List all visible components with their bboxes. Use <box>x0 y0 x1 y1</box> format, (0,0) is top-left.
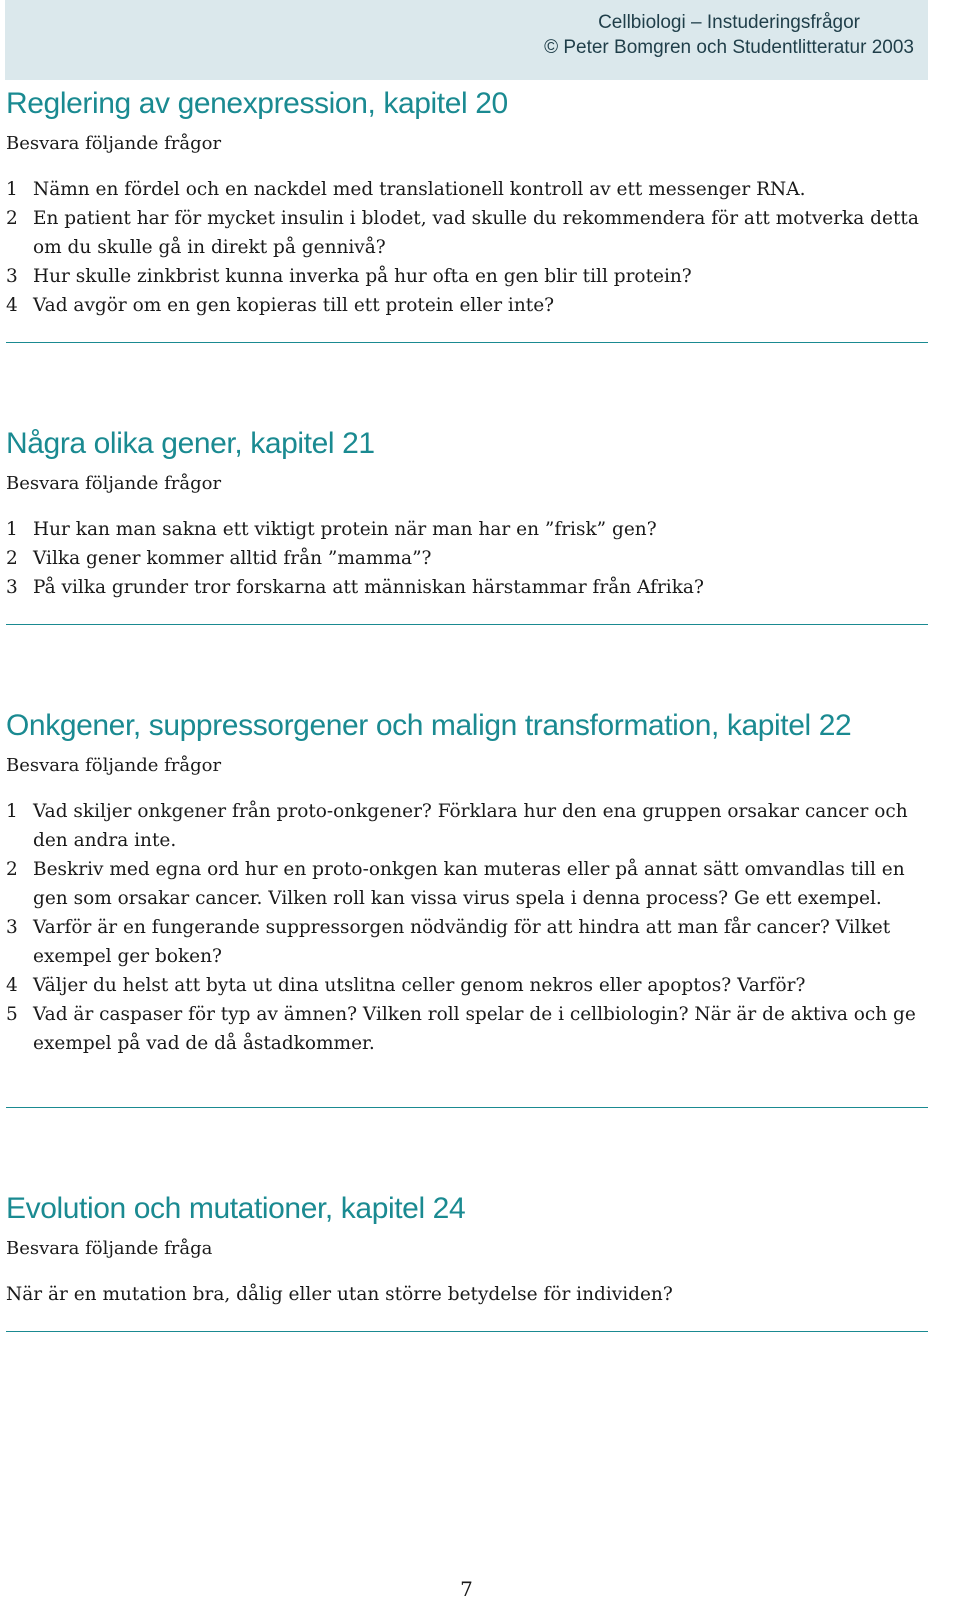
section-chapter-20 <box>6 87 928 320</box>
question-list <box>6 175 928 320</box>
question-item <box>6 175 928 204</box>
question-item <box>6 971 928 1000</box>
header-title: Cellbiologi – Instuderingsfrågor <box>598 12 860 33</box>
question-number: 1 <box>6 179 18 200</box>
section-title: Onkgener, suppressorgener och malign transformation, kapitel 22 <box>6 709 852 742</box>
question-item <box>6 1000 928 1058</box>
section-instruction: Besvara följande frågor <box>6 133 222 154</box>
question-number: 5 <box>6 1004 18 1025</box>
question-item <box>6 855 928 913</box>
question-item <box>6 797 928 855</box>
section-divider <box>6 1107 928 1108</box>
section-title: Evolution och mutationer, kapitel 24 <box>6 1192 466 1225</box>
header-band <box>5 0 928 80</box>
question-text: Nämn en fördel och en nackdel med translationell kontroll av ett messenger RNA. <box>33 179 806 200</box>
question-number: 2 <box>6 859 18 880</box>
question-number: 2 <box>6 208 18 229</box>
question-number: 3 <box>6 266 18 287</box>
question-text: Vad skiljer onkgener från proto-onkgener? Förklara hur den ena gruppen orsakar cancer och den andra inte. <box>33 801 908 851</box>
question-item <box>6 544 928 573</box>
section-divider <box>6 1331 928 1332</box>
section-title: Reglering av genexpression, kapitel 20 <box>6 87 508 120</box>
section-instruction: Besvara följande fråga <box>6 1238 213 1259</box>
page-number: 7 <box>460 1577 473 1601</box>
question-number: 4 <box>6 295 18 316</box>
question-text: Beskriv med egna ord hur en proto-onkgen kan muteras eller på annat sätt omvandlas till en gen som orsakar cancer. Vilken roll kan vissa virus spela i denna process? Ge ett exempel. <box>33 859 905 909</box>
section-title: Några olika gener, kapitel 21 <box>6 427 375 460</box>
question-item <box>6 913 928 971</box>
running-header <box>544 10 914 60</box>
section-chapter-21 <box>6 427 928 602</box>
question-item <box>6 515 928 544</box>
question-number: 1 <box>6 519 18 540</box>
section-chapter-22 <box>6 709 928 1058</box>
header-copyright: © Peter Bomgren och Studentlitteratur 2003 <box>544 37 914 58</box>
question-list <box>6 515 928 602</box>
question-text: Hur kan man sakna ett viktigt protein när man har en ”frisk” gen? <box>33 519 657 540</box>
section-chapter-24 <box>6 1192 928 1309</box>
question-text: Varför är en fungerande suppressorgen nödvändig för att hindra att man får cancer? Vilket exempel ger boken? <box>33 917 891 967</box>
question-item <box>6 291 928 320</box>
question-item <box>6 204 928 262</box>
section-divider <box>6 624 928 625</box>
question-number: 3 <box>6 917 18 938</box>
question-list <box>6 797 928 1058</box>
question-text: När är en mutation bra, dålig eller utan större betydelse för individen? <box>6 1284 673 1305</box>
question-text: En patient har för mycket insulin i blodet, vad skulle du rekommendera för att motverka detta om du skulle gå in direkt på gennivå? <box>33 208 919 258</box>
question-text: På vilka grunder tror forskarna att människan härstammar från Afrika? <box>33 577 704 598</box>
question-number: 3 <box>6 577 18 598</box>
section-instruction: Besvara följande frågor <box>6 755 222 776</box>
question-number: 4 <box>6 975 18 996</box>
question-text: Vad är caspaser för typ av ämnen? Vilken roll spelar de i cellbiologin? När är de aktiva och ge exempel på vad de då åstadkommer. <box>33 1004 916 1054</box>
section-divider <box>6 342 928 343</box>
question-number: 1 <box>6 801 18 822</box>
question-text: Väljer du helst att byta ut dina utslitna celler genom nekros eller apoptos? Varför? <box>33 975 806 996</box>
section-instruction: Besvara följande frågor <box>6 473 222 494</box>
question-item <box>6 573 928 602</box>
question-text: Vilka gener kommer alltid från ”mamma”? <box>33 548 432 569</box>
question-item <box>6 262 928 291</box>
question-number: 2 <box>6 548 18 569</box>
question-text: Vad avgör om en gen kopieras till ett protein eller inte? <box>33 295 555 316</box>
question-text: Hur skulle zinkbrist kunna inverka på hur ofta en gen blir till protein? <box>33 266 692 287</box>
